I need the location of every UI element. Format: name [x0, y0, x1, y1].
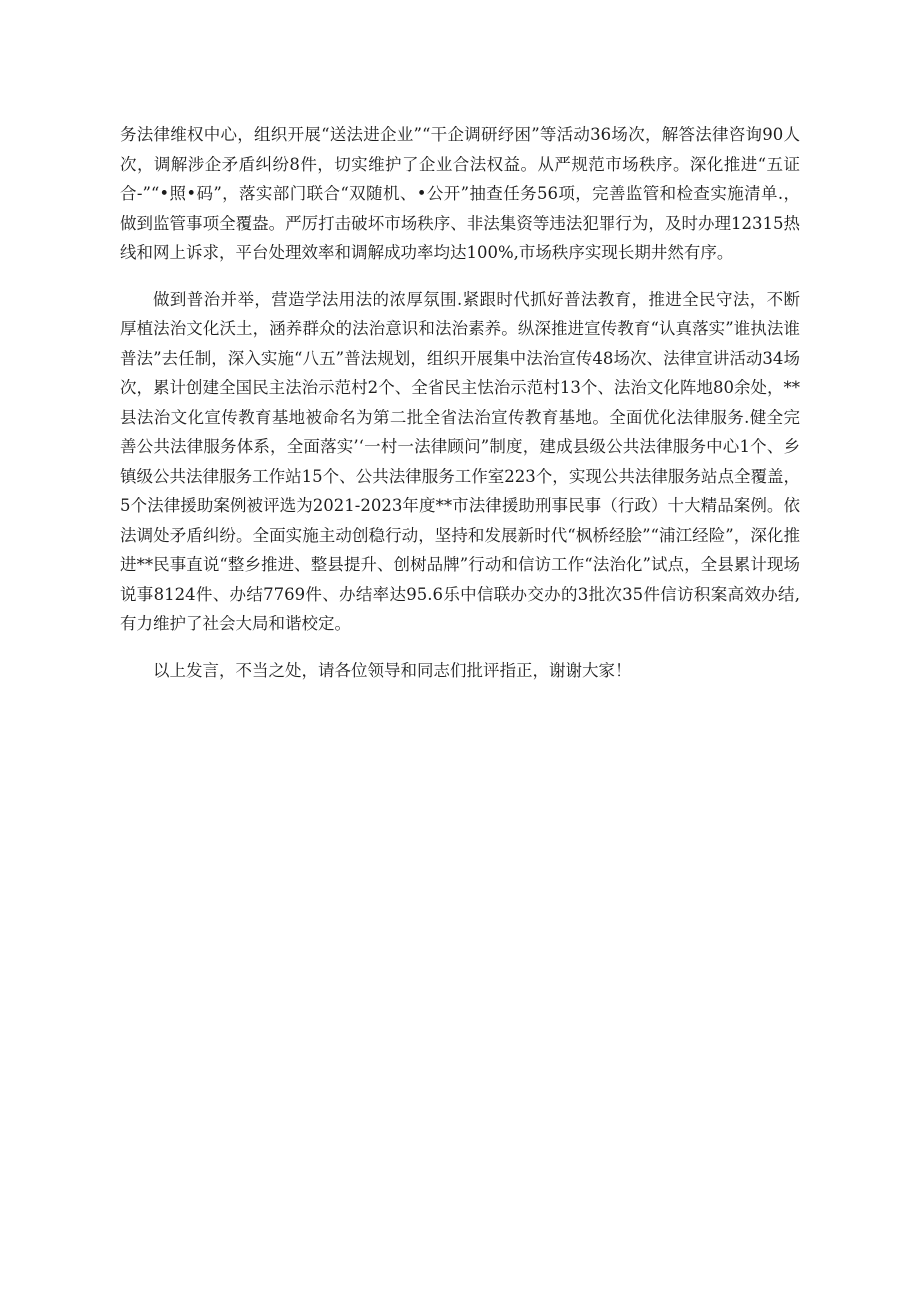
document-body — [120, 120, 800, 685]
paragraph-closing-remarks: 以上发言，不当之处，请各位领导和同志们批评指正，谢谢大家！ — [153, 660, 632, 680]
paragraph-continuation: 务法律维权中心，组织开展“送法进企业”“干企调研纾困”等活动36场次，解答法律咨询90人次，调解涉企矛盾纠纷8件，切实维护了企业合法权益。从严规范市场秩序。深化推进“五证合-”“•照•码”，落实部门联合“双随机、•公开”抽查任务56项，完善监管和检查实施清单.，做到监管事项全覆盎。严厉打击破坏市场秩序、非法集资等违法犯罪行为，及时办理12315热线和网上诉求，平台处理效率和调解成功率均达100%,市场秩序实现长期井然有序。 — [120, 125, 800, 262]
paragraph-legal-popularization: 做到普治并举，营造学法用法的浓厚氛围.紧跟时代抓好普法教育，推进全民守法，不断厚植法治文化沃土，涵养群众的法治意识和法治素养。纵深推进宣传教育“认真落实”谁执法谁普法”去任制，深入实施“八五”普法规划，组织开展集中法治宣传48场次、法律宣讲活动34场次，累计创建全国民主法治示范村2个、全省民主怯治示范村13个、法治文化阵地80余处，**县法治文化宣传教育基地被命名为第二批全省法治宣传教育基地。全面优化法律服务.健全完善公共法律服务体系，全面落实’‘一村一法律顾问”制度，建成县级公共法律服务中心1个、乡镇级公共法律服务工作站15个、公共法律服务工作室223个，实现公共法律服务站点全覆盖，5个法律援助案例被评选为2021-2023年度**市法律援助刑事民事（行政）十大精品案例。依法调处矛盾纠纷。全面实施主动创稳行动，坚持和发展新时代“枫桥经脍”“浦江经险”，深化推进**民事直说“整乡推进、整县提升、创树品牌”行动和信访工作“法治化”试点，全县累计现场说事8124件、办结7769件、办结率达95.6乐中信联办交办的3批次35件信访积案高效办结,有力维护了社会大局和谐校定。 — [120, 289, 800, 633]
